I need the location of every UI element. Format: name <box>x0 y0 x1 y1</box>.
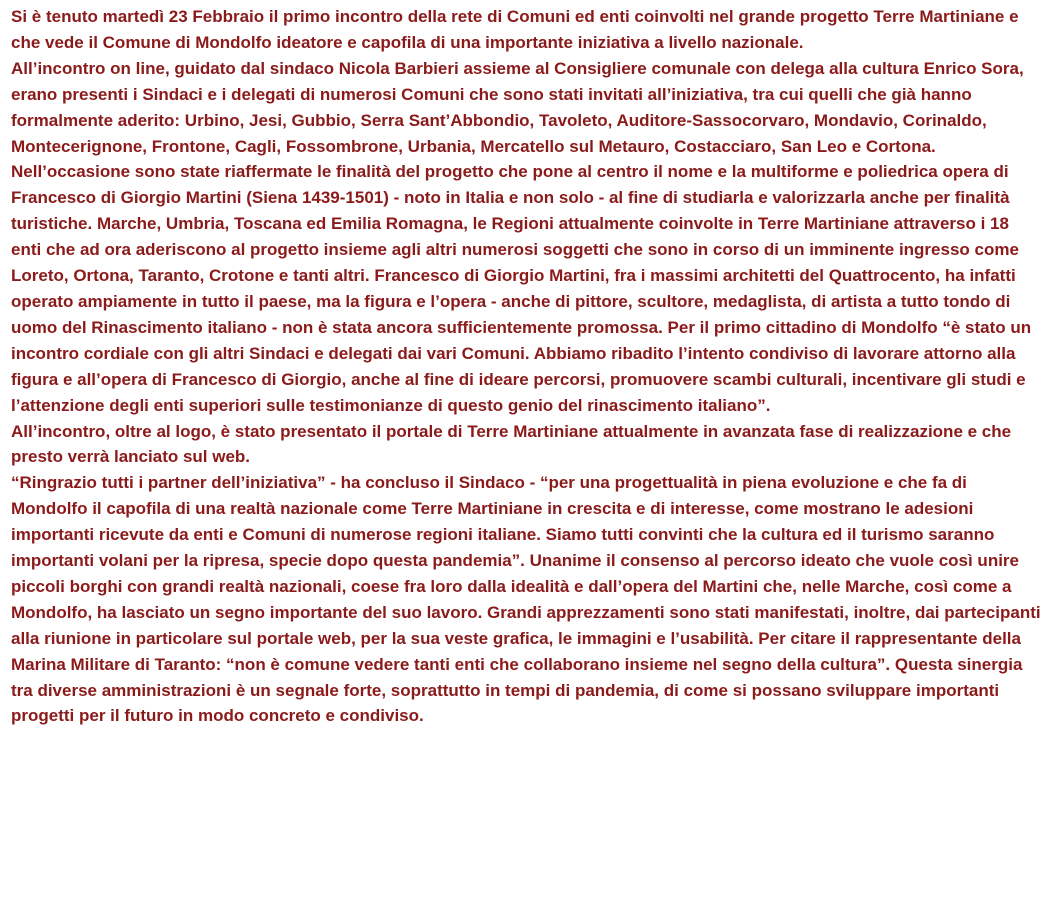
paragraph-closing: “Ringrazio tutti i partner dell’iniziativa” - ha concluso il Sindaco - “per una progettualità in piena evoluzione e che fa di Mondolfo il capofila di una realtà nazionale come Terre Martiniane in crescita e di interesse, come mostrano le adesioni importanti ricevute da enti e Comuni di numerose regioni italiane. Siamo tutti convinti che la cultura ed il turismo saranno importanti volani per la ripresa, specie dopo questa pandemia”. Unanime il consenso al percorso ideato che vuole così unire piccoli borghi con grandi realtà nazionali, coese fra loro dalla idealità e dall’opera del Martini che, nelle Marche, così come a Mondolfo, ha lasciato un segno importante del suo lavoro. Grandi apprezzamenti sono stati manifestati, inoltre, dai partecipanti alla riunione in particolare sul portale web, per la sua veste grafica, le immagini e l’usabilità. Per citare il rappresentante della Marina Militare di Taranto: “non è comune vedere tanti enti che collaborano insieme nel segno della cultura”. Questa sinergia tra diverse amministrazioni è un segnale forte, soprattutto in tempi di pandemia, di come si possano sviluppare importanti progetti per il futuro in modo concreto e condiviso. <box>11 473 1041 726</box>
paragraph-portal: All’incontro, oltre al logo, è stato presentato il portale di Terre Martiniane attualmente in avanzata fase di realizzazione e che presto verrà lanciato sul web. <box>11 421 1012 467</box>
paragraph-project-aims: Nell’occasione sono state riaffermate le finalità del progetto che pone al centro il nome e la multiforme e poliedrica opera di Francesco di Giorgio Martini (Siena 1439-1501) - noto in Italia e non solo - al fine di studiarla e valorizzarla anche per finalità turistiche. Marche, Umbria, Toscana ed Emilia Romagna, le Regioni attualmente coinvolte in Terre Martiniane attraverso i 18 enti che ad ora aderiscono al progetto insieme agli altri numerosi soggetti che sono in corso di un imminente ingresso come Loreto, Ortona, Taranto, Crotone e tanti altri. Francesco di Giorgio Martini, fra i massimi architetti del Quattrocento, ha infatti operato ampiamente in tutto il paese, ma la figura e l’opera - anche di pittore, scultore, medaglista, di artista a tutto tondo di uomo del Rinascimento italiano - non è stata ancora sufficientemente promossa. Per il primo cittadino di Mondolfo “è stato un incontro cordiale con gli altri Sindaci e delegati dai vari Comuni. Abbiamo ribadito l’intento condiviso di lavorare attorno alla figura e all’opera di Francesco di Giorgio, anche al fine di ideare percorsi, promuovere scambi culturali, incentivare gli studi e l’attenzione degli enti superiori sulle testimonianze di questo genio del rinascimento italiano”. <box>11 162 1032 415</box>
article-body <box>11 4 1041 729</box>
paragraph-meeting: All’incontro on line, guidato dal sindaco Nicola Barbieri assieme al Consigliere comunale con delega alla cultura Enrico Sora, erano presenti i Sindaci e i delegati di numerosi Comuni che sono stati invitati all’iniziativa, tra cui quelli che già hanno formalmente aderito: Urbino, Jesi, Gubbio, Serra Sant’Abbondio, Tavoleto, Auditore-Sassocorvaro, Mondavio, Corinaldo, Montecerignone, Frontone, Cagli, Fossombrone, Urbania, Mercatello sul Metauro, Costacciaro, San Leo e Cortona. <box>11 58 1024 156</box>
paragraph-intro: Si è tenuto martedì 23 Febbraio il primo incontro della rete di Comuni ed enti coinvolti nel grande progetto Terre Martiniane e che vede il Comune di Mondolfo ideatore e capofila di una importante iniziativa a livello nazionale. <box>11 7 1019 52</box>
